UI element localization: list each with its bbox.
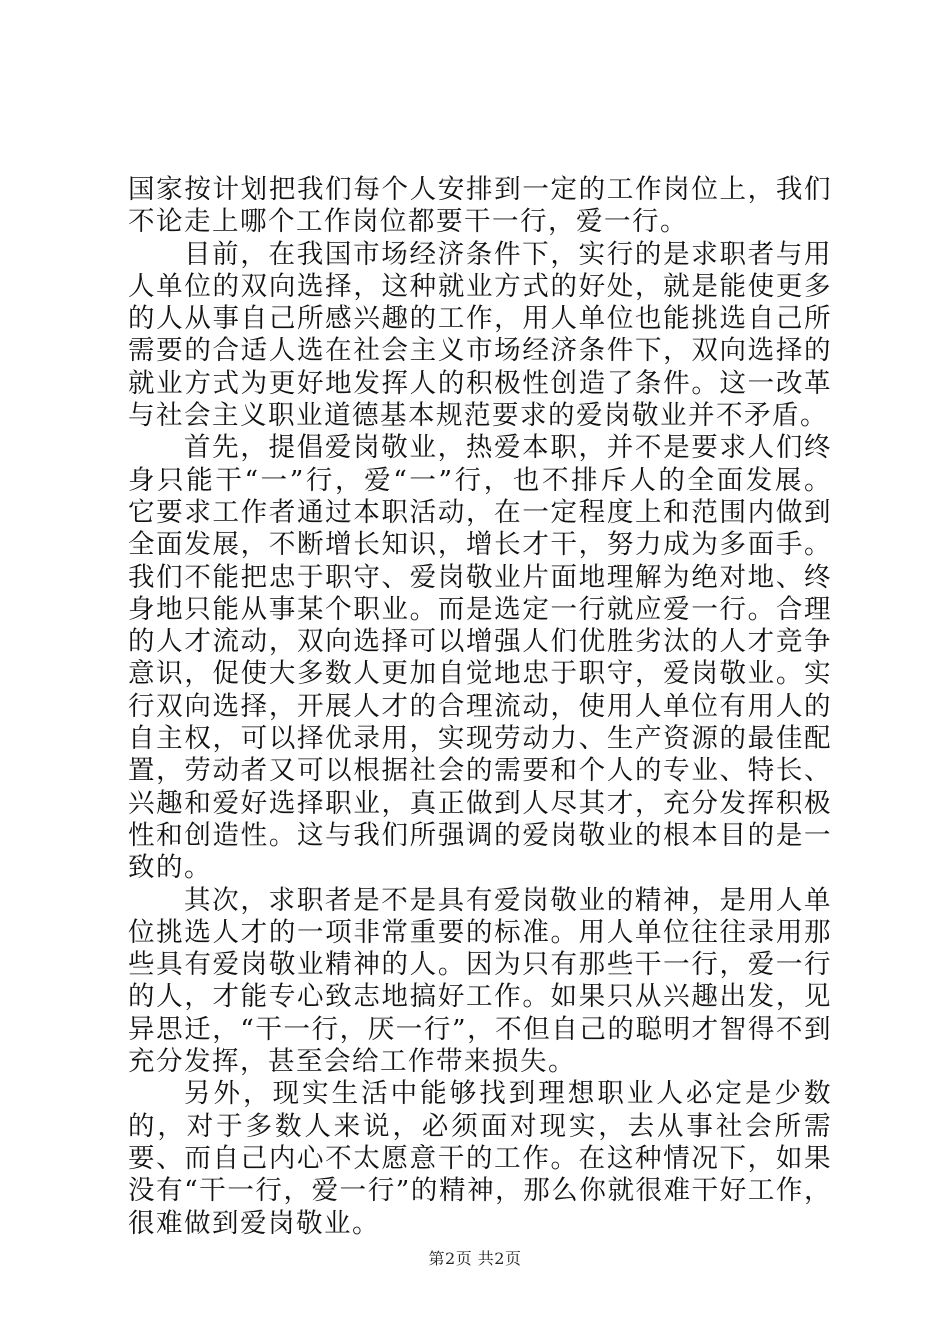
paragraph-4: 其次，求职者是不是具有爱岗敬业的精神，是用人单位挑选人才的一项非常重要的标准。用人单位往往录用那些具有爱岗敬业精神的人。因为只有那些干一行，爱一行的人，才能专心致志地搞好工作。如果只从兴趣出发，见异思迁，“干一行，厌一行”，不但自己的聪明才智得不到充分发挥，甚至会给工作带来损失。 — [128, 884, 832, 1078]
paragraph-3: 首先，提倡爱岗敬业，热爱本职，并不是要求人们终身只能干“一”行，爱“一”行，也不排斥人的全面发展。它要求工作者通过本职活动，在一定程度上和范围内做到全面发展，不断增长知识，增长才干，努力成为多面手。我们不能把忠于职守、爱岗敬业片面地理解为绝对地、终身地只能从事某个职业。而是选定一行就应爱一行。合理的人才流动，双向选择可以增强人们优胜劣汰的人才竞争意识，促使大多数人更加自觉地忠于职守，爱岗敬业。实行双向选择，开展人才的合理流动，使用人单位有用人的自主权，可以择优录用，实现劳动力、生产资源的最佳配置，劳动者又可以根据社会的需要和个人的专业、特长、兴趣和爱好选择职业，真正做到人尽其才，充分发挥积极性和创造性。这与我们所强调的爱岗敬业的根本目的是一致的。 — [128, 432, 832, 884]
page-number-footer: 第2页 共2页 — [428, 1249, 522, 1268]
paragraph-1: 国家按计划把我们每个人安排到一定的工作岗位上，我们不论走上哪个工作岗位都要干一行，爱一行。 — [128, 174, 832, 238]
paragraph-2: 目前，在我国市场经济条件下，实行的是求职者与用人单位的双向选择，这种就业方式的好处，就是能使更多的人从事自己所感兴趣的工作，用人单位也能挑选自己所需要的合适人选在社会主义市场经济条件下，双向选择的就业方式为更好地发挥人的积极性创造了条件。这一改革与社会主义职业道德基本规范要求的爱岗敬业并不矛盾。 — [128, 238, 832, 432]
paragraph-5: 另外，现实生活中能够找到理想职业人必定是少数的，对于多数人来说，必须面对现实，去从事社会所需要、而自己内心不太愿意干的工作。在这种情况下，如果没有“干一行，爱一行”的精神，那么你就很难干好工作，很难做到爱岗敬业。 — [128, 1078, 832, 1239]
document-body — [128, 174, 832, 1240]
